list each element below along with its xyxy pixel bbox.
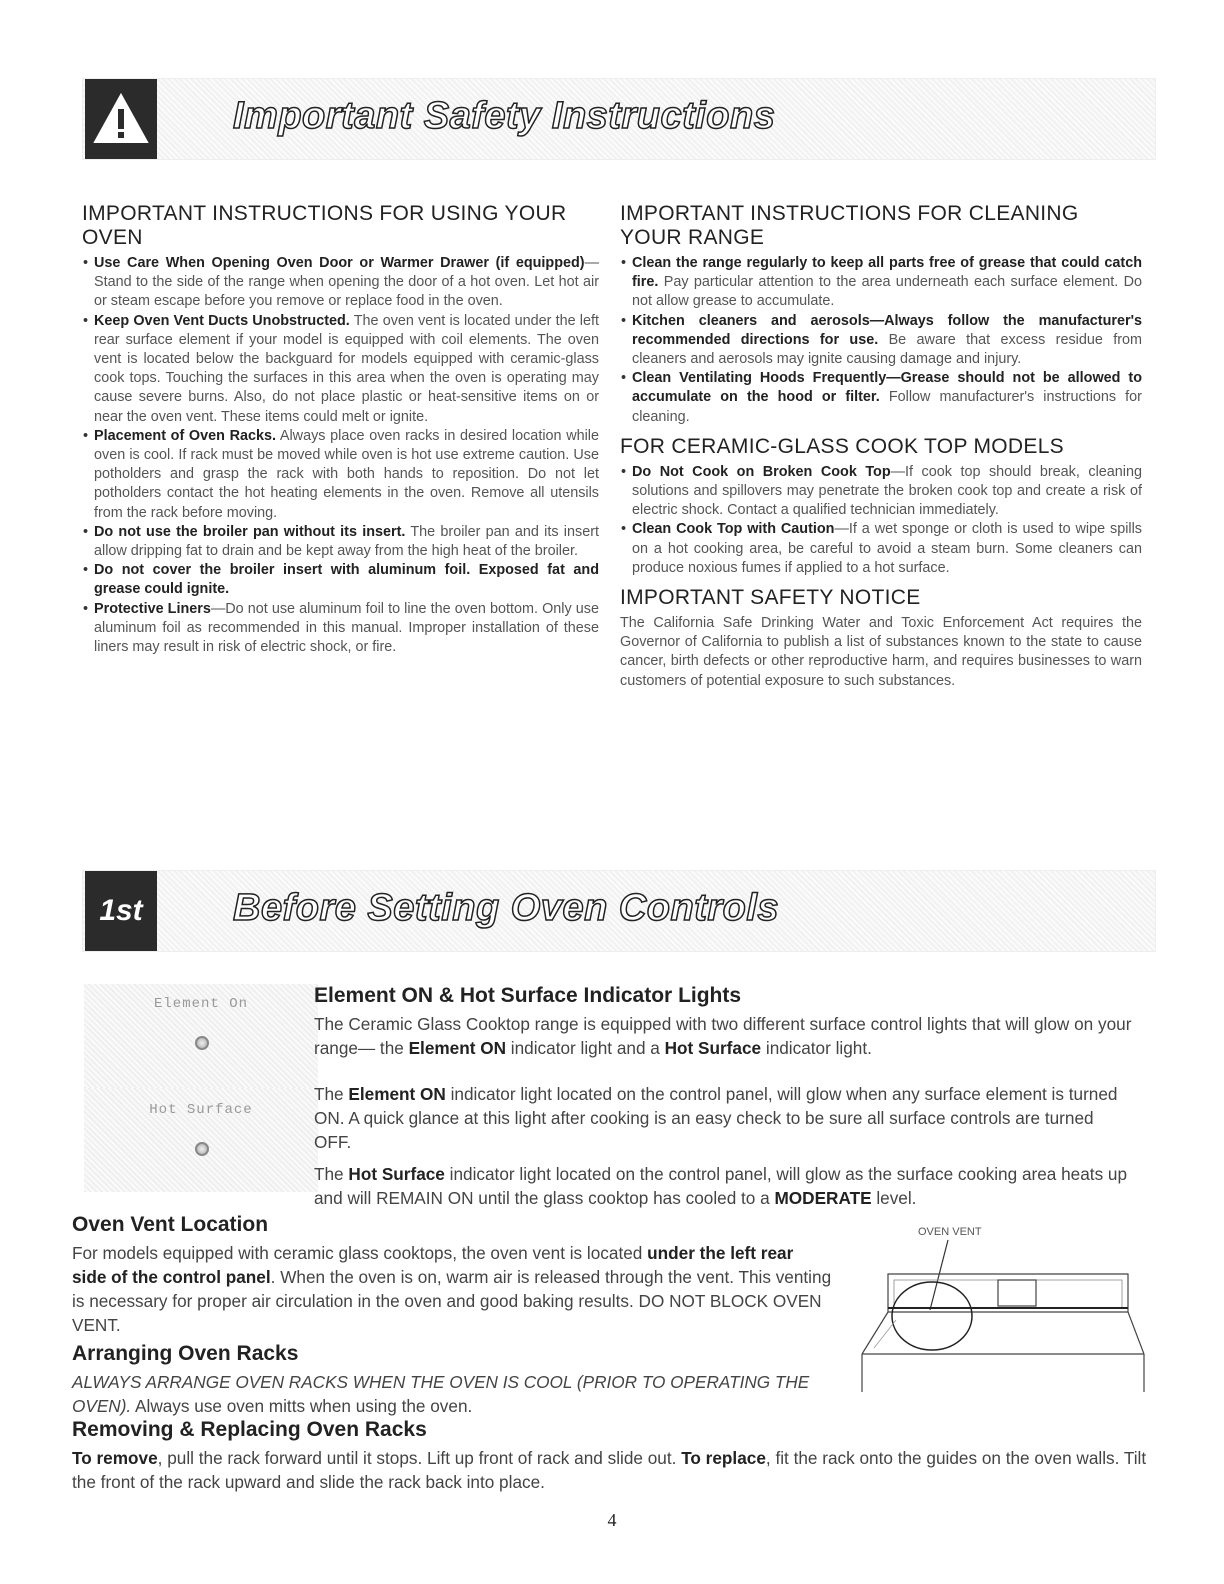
section-heading: IMPORTANT INSTRUCTIONS FOR USING YOUR OVEN [82, 202, 567, 249]
diagram-label: OVEN VENT [918, 1226, 982, 1238]
list-item: • Clean Cook Top with Caution—If a wet sponge or cloth is used to wipe spills on a hot cooking area, be careful to avoid a steam burn. Some cleaners can produce noxious fumes if applied to a hot surface. [620, 520, 1142, 578]
arranging-racks-heading: Arranging Oven Racks [72, 1342, 299, 1365]
list-item: • Clean the range regularly to keep all parts free of grease that could catch fire. Pay particular attention to the area underneath each surface element. Do not allow grease to accumulate. [620, 254, 1142, 312]
list-item: • Placement of Oven Racks. Always place oven racks in desired location while oven is cool. If rack must be moved while oven is hot use extreme caution. Use potholders and grasp the rack with both hands to reposition. Do not let potholders contact the hot heating elements in the oven. Remove all utensils from the rack before moving. [82, 427, 599, 523]
banner-title: Before Setting Oven Controls [233, 887, 780, 929]
list-item: • Do not use the broiler pan without its insert. The broiler pan and its insert allow dripping fat to drain and be kept away from the high heat of the broiler. [82, 523, 599, 561]
banner-title: Important Safety Instructions [233, 95, 776, 137]
list-item: • Keep Oven Vent Ducts Unobstructed. The oven vent is located under the left rear surface element if your model is equipped with coil elements. The oven vent is located below the backguard for models equipped with ceramic-glass cook tops. Touching the surfaces in this area when the oven is operating may cause severe burns. Also, do not place plastic or heat-sensitive items on or near the oven vent. These items could melt or ignite. [82, 312, 599, 427]
warning-icon [85, 79, 157, 159]
section-heading: IMPORTANT INSTRUCTIONS FOR CLEANING YOUR RANGE [620, 202, 1079, 249]
list-item: • Kitchen cleaners and aerosols—Always follow the manufacturer's recommended directions for use. Be aware that excess residue from cleaners and aerosols may ignite causing damage and injury. [620, 312, 1142, 370]
cleaning-instructions-column [620, 202, 1142, 691]
indicator-light-icon [195, 1142, 209, 1156]
safety-banner [82, 78, 1156, 160]
arranging-racks-text: ALWAYS ARRANGE OVEN RACKS WHEN THE OVEN IS COOL (PRIOR TO OPERATING THE OVEN). Always use oven mitts when using the oven. [72, 1372, 810, 1416]
list-item: • Clean Ventilating Hoods Frequently—Grease should not be allowed to accumulate on the hood or filter. Follow manufacturer's instructions for cleaning. [620, 369, 1142, 427]
removing-racks-text: To remove, pull the rack forward until it stops. Lift up front of rack and slide out. To replace, fit the rack onto the guides on the oven walls. Tilt the front of the rack upward and slide the rack back into place. [72, 1448, 1147, 1492]
section-heading: IMPORTANT SAFETY NOTICE [620, 586, 921, 610]
hot-surface-indicator-image: Hot Surface [84, 1088, 318, 1192]
indicator-text-3: The Hot Surface indicator light located on the control panel, will glow as the surface cooking area heats up and will REMAIN ON until the glass cooktop has cooled to a MODERATE level. [314, 1164, 1128, 1208]
oven-vent-diagram [858, 1224, 1148, 1394]
page-number: 4 [607, 1510, 617, 1530]
list-item: • Do not cover the broiler insert with aluminum foil. Exposed fat and grease could ignite. [82, 561, 599, 599]
list-item: • Do Not Cook on Broken Cook Top—If cook top should break, cleaning solutions and spillovers may penetrate the broken cook top and create a risk of electric shock. Contact a qualified technician immediately. [620, 463, 1142, 521]
indicator-text-2: The Element ON indicator light located on the control panel, will glow when any surface element is turned ON. A quick glance at this light after cooking is an easy check to be sure all surface controls are turned OFF. [314, 1084, 1118, 1152]
list-item: • Protective Liners—Do not use aluminum foil to line the oven bottom. Only use aluminum foil as recommended in this manual. Improper installation of these liners may result in risk of electric shock, or fire. [82, 600, 599, 658]
badge-text: 1st [99, 894, 143, 927]
oven-instructions-column [82, 202, 599, 657]
notice-text: The California Safe Drinking Water and Toxic Enforcement Act requires the Governor of California to publish a list of substances known to the state to cause cancer, birth defects or other reproductive harm, and requires businesses to warn customers of potential exposure to such substances. [620, 615, 1142, 689]
indicator-light-icon [195, 1036, 209, 1050]
oven-vent-heading: Oven Vent Location [72, 1213, 269, 1236]
indicator-heading: Element ON & Hot Surface Indicator Lights [314, 984, 742, 1007]
oven-vent-text: For models equipped with ceramic glass cooktops, the oven vent is located under the left rear side of the control panel. When the oven is on, warm air is released through the vent. This venting is necessary for proper air circulation in the oven and good baking results. DO NOT BLOCK OVEN VENT. [72, 1243, 832, 1335]
section-heading: FOR CERAMIC-GLASS COOK TOP MODELS [620, 434, 1064, 458]
element-on-indicator-image: Element On [84, 984, 318, 1088]
before-setting-banner [82, 870, 1156, 952]
list-item: • Use Care When Opening Oven Door or Warmer Drawer (if equipped)—Stand to the side of the range when opening the door of a hot oven. Let hot air or steam escape before you remove or replace food in the oven. [82, 254, 599, 312]
first-step-badge [85, 871, 157, 951]
removing-racks-heading: Removing & Replacing Oven Racks [72, 1418, 427, 1441]
indicator-text-1: The Ceramic Glass Cooktop range is equipped with two different surface control lights that will glow on your range— the Element ON indicator light and a Hot Surface indicator light. [314, 1014, 1132, 1058]
